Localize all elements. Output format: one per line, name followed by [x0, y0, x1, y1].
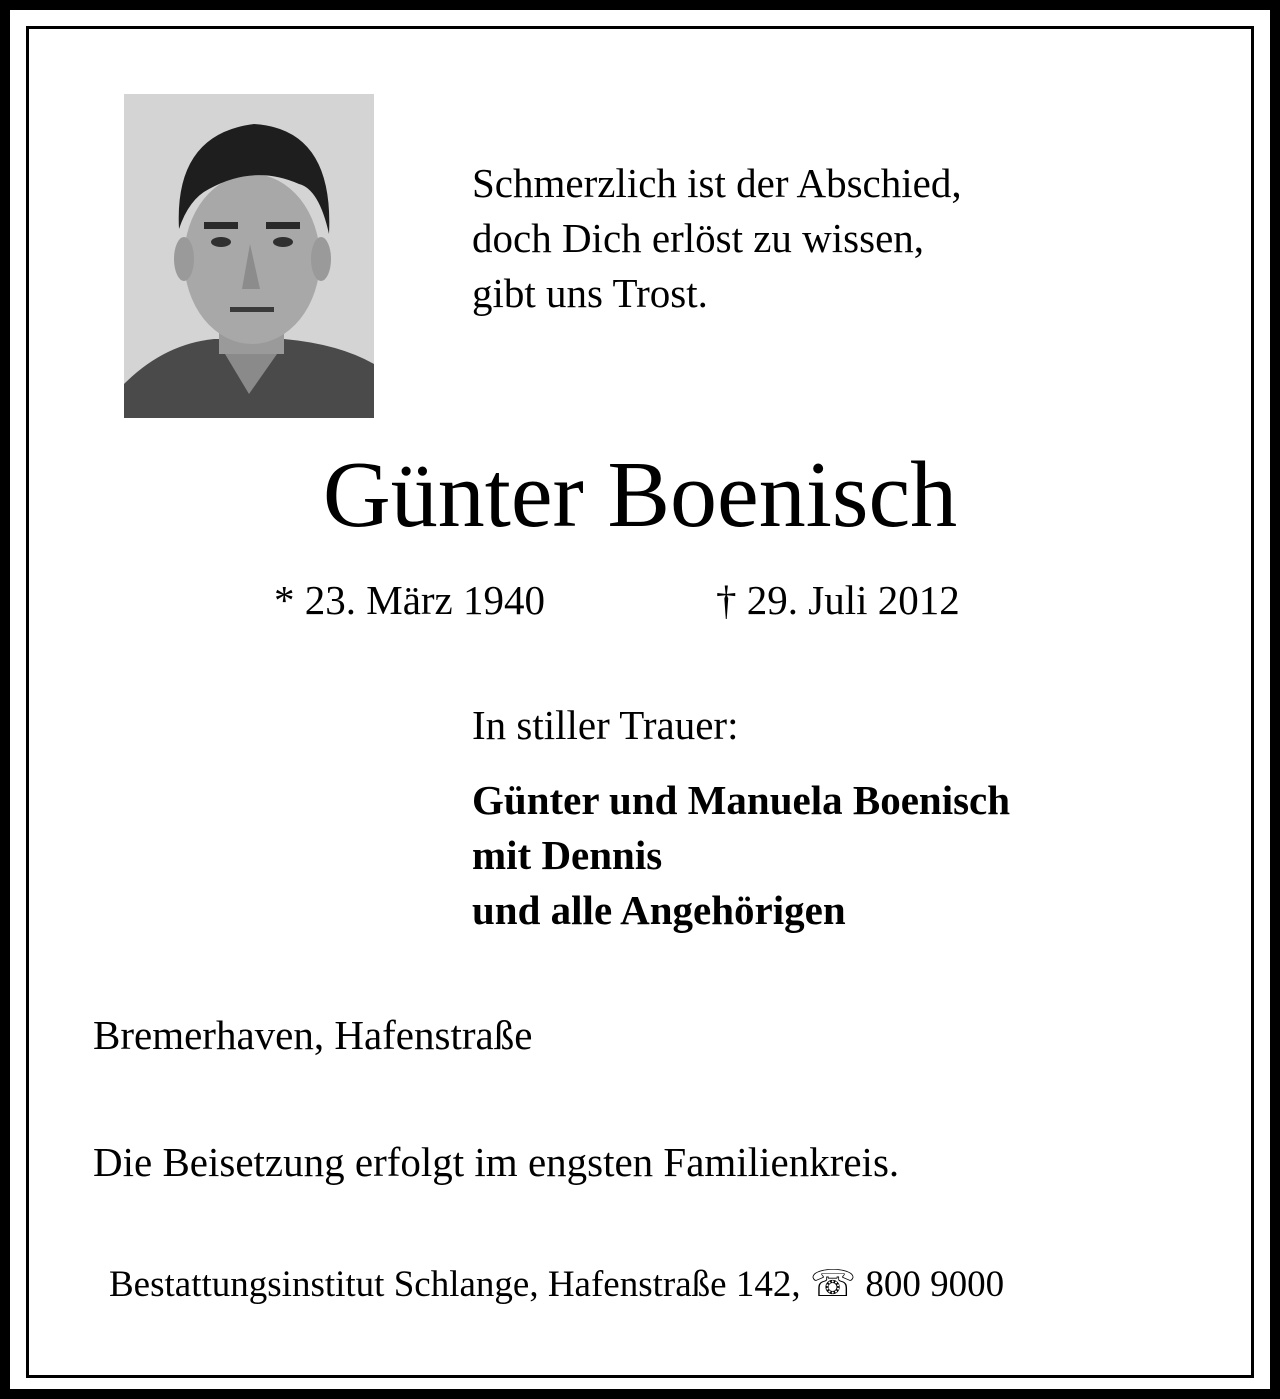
verse-line: doch Dich erlöst zu wissen,	[472, 215, 925, 261]
mourner-line: und alle Angehörigen	[472, 887, 846, 933]
obituary-notice	[10, 10, 1270, 1389]
verse	[472, 156, 962, 321]
verse-line: gibt uns Trost.	[472, 270, 708, 316]
verse-line: Schmerzlich ist der Abschied,	[472, 160, 962, 206]
mourner-line: mit Dennis	[472, 832, 663, 878]
death-date: † 29. Juli 2012	[716, 577, 960, 623]
mourner-line: Günter und Manuela Boenisch	[472, 777, 1011, 823]
deceased-name: Günter Boenisch	[322, 443, 958, 547]
mourning-label: In stiller Trauer:	[472, 702, 739, 748]
undertaker-info: Bestattungsinstitut Schlange, Hafenstraße 142, ☏ 800 9000	[109, 1264, 1005, 1305]
birth-date: * 23. März 1940	[274, 577, 546, 623]
place: Bremerhaven, Hafenstraße	[93, 1012, 533, 1058]
portrait-photo	[124, 94, 374, 418]
burial-note: Die Beisetzung erfolgt im engsten Familienkreis.	[93, 1139, 900, 1185]
mourners-list	[472, 773, 1010, 938]
